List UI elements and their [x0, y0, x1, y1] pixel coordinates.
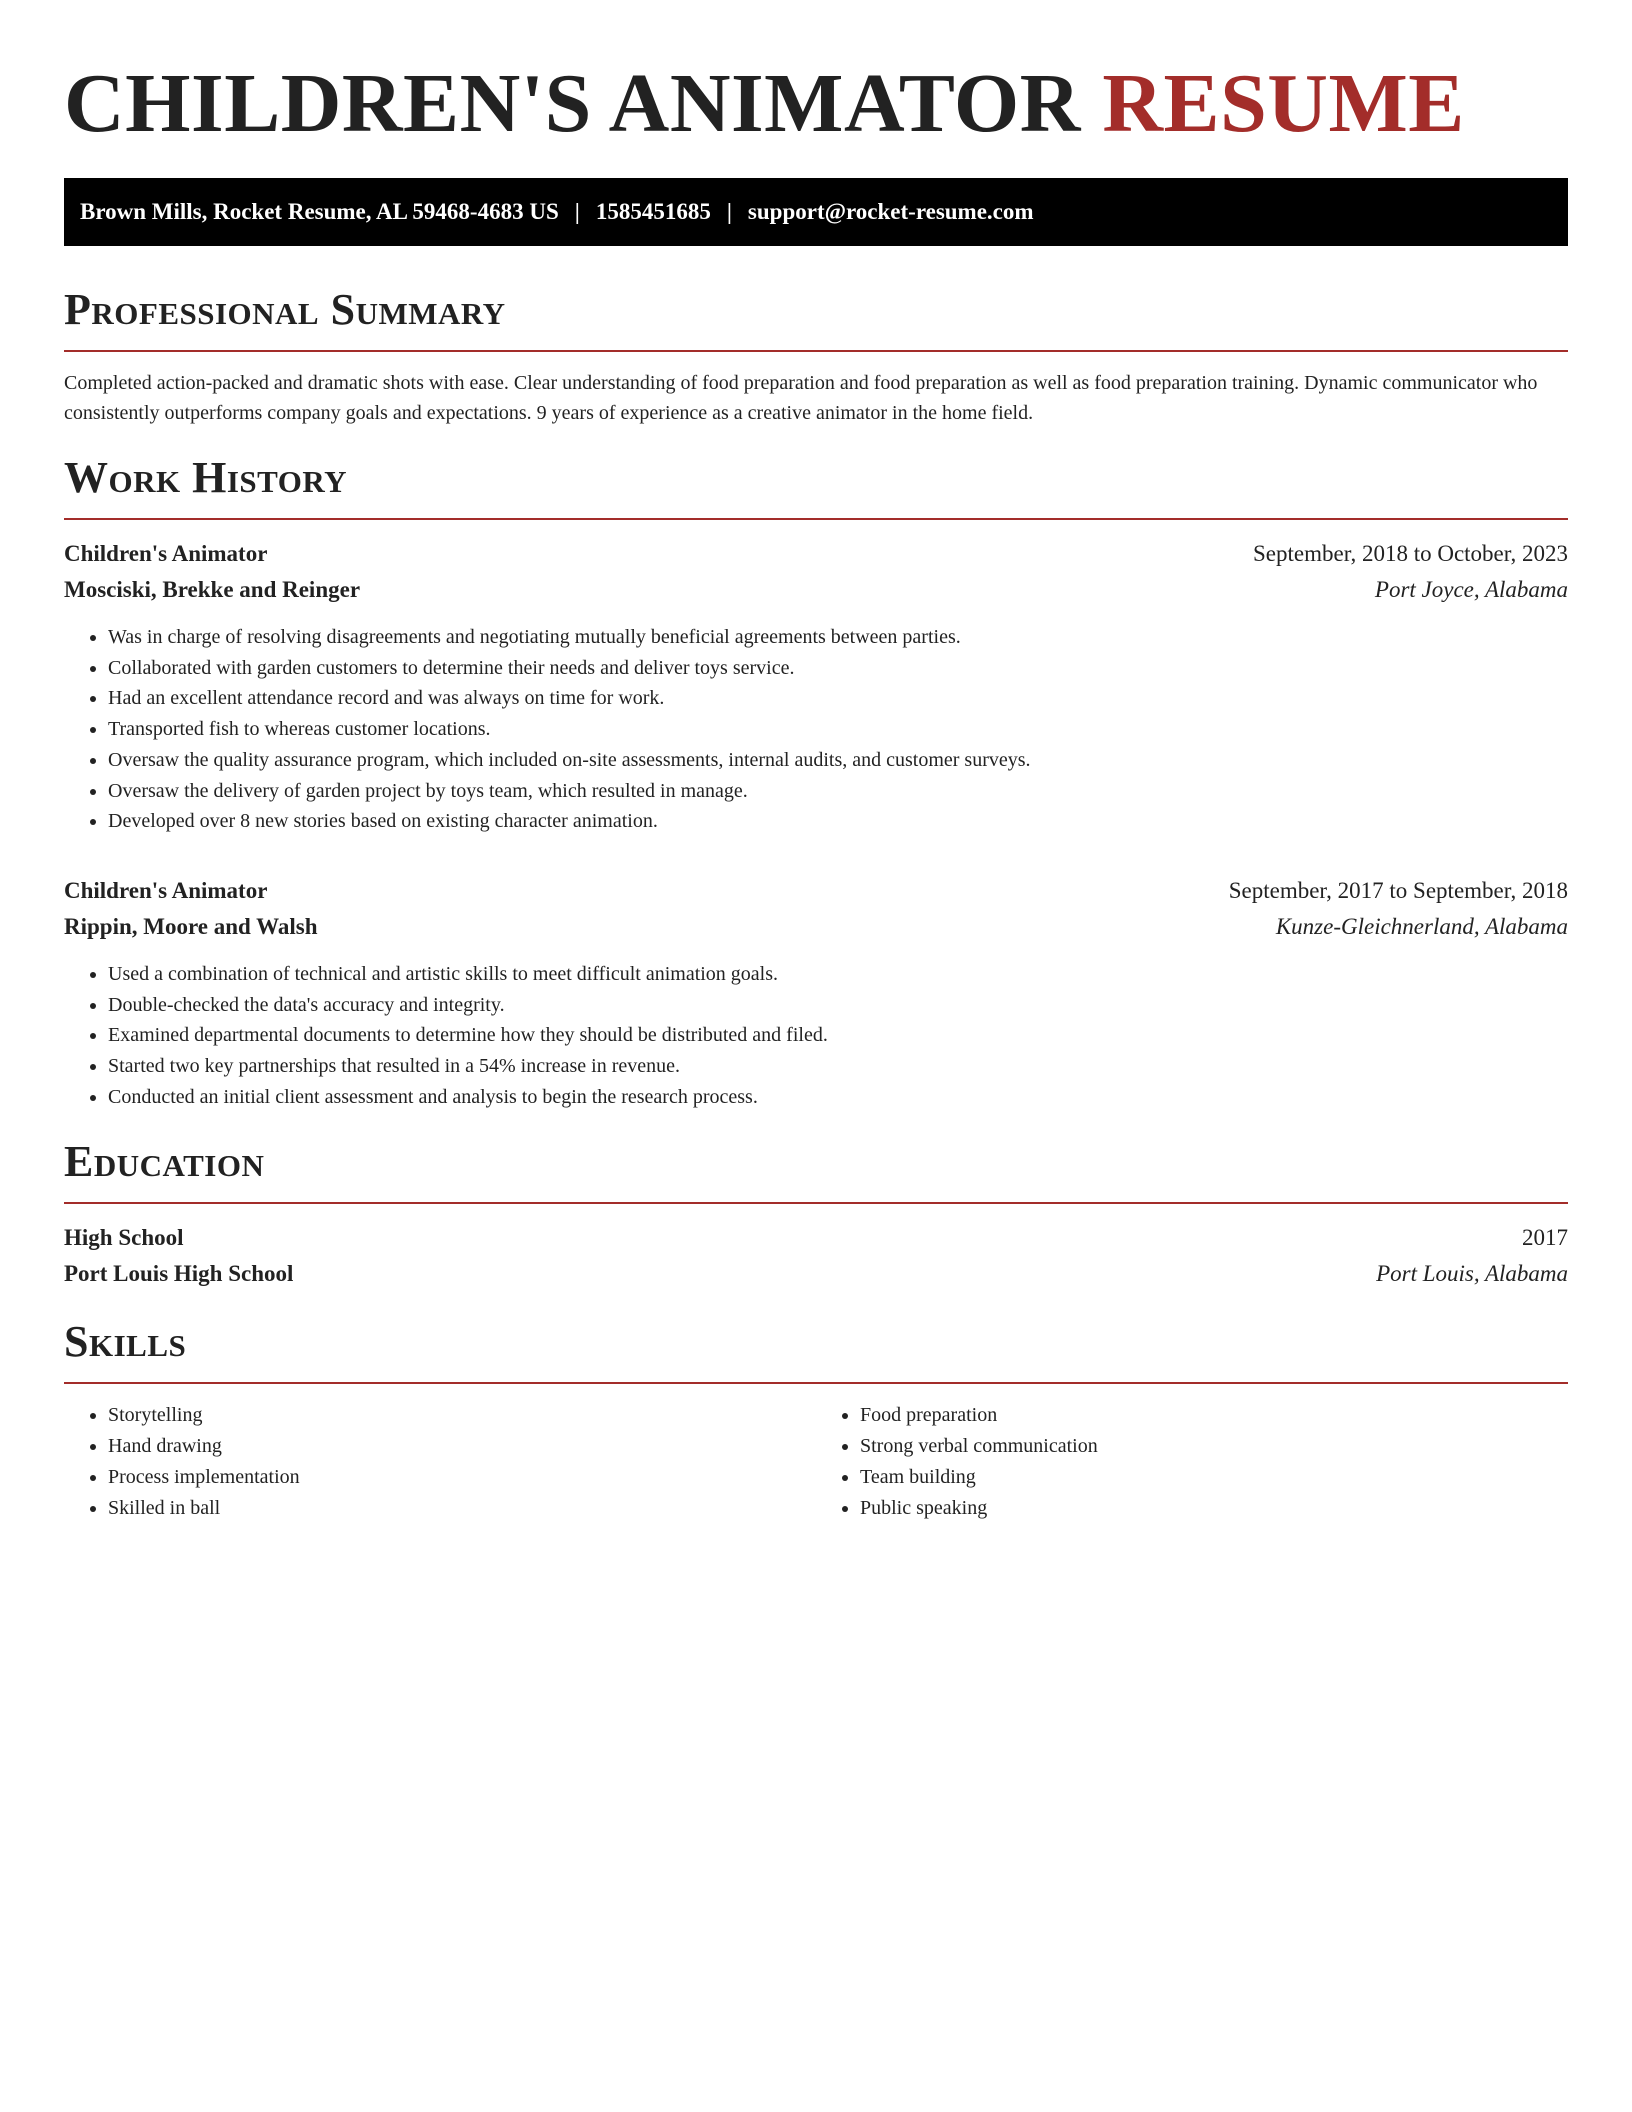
skills-column-left [64, 1400, 816, 1523]
job-dates: September, 2017 to September, 2018 [1228, 877, 1568, 903]
title-accent: RESUME [1102, 57, 1465, 150]
skill-item: • Hand drawing [108, 1431, 816, 1462]
section-divider [64, 350, 1568, 352]
section-divider [64, 1382, 1568, 1384]
job-title-row [64, 536, 1568, 572]
job-bullet: • Collaborated with garden customers to determine their needs and deliver toys service. [108, 653, 1568, 684]
job-bullet: • Developed over 8 new stories based on existing character animation. [108, 806, 1568, 837]
job-bullet: • Oversaw the quality assurance program, which included on-site assessments, internal audits, and customer surveys. [108, 745, 1568, 776]
job-bullet: • Oversaw the delivery of garden project by toys team, which resulted in manage. [108, 776, 1568, 807]
job-entry [64, 873, 1568, 1113]
contact-separator: | [726, 199, 732, 224]
summary-heading: Professional Summary [64, 285, 506, 334]
job-bullet: • Used a combination of technical and artistic skills to meet difficult animation goals. [108, 959, 1568, 990]
job-bullets [64, 622, 1568, 837]
job-title: Children's Animator [64, 541, 268, 566]
education-school-row [64, 1256, 1568, 1292]
job-bullet: • Double-checked the data's accuracy and integrity. [108, 990, 1568, 1021]
summary-section [64, 284, 1568, 428]
section-divider [64, 518, 1568, 520]
skills-column-right [816, 1400, 1568, 1523]
job-bullet: • Had an excellent attendance record and was always on time for work. [108, 683, 1568, 714]
education-location: Port Louis, Alabama [1376, 1261, 1568, 1287]
contact-email: support@rocket-resume.com [747, 199, 1034, 224]
job-company-row [64, 572, 1568, 608]
summary-text: Completed action-packed and dramatic shots with ease. Clear understanding of food preparation and food preparation as well as food preparation training. Dynamic communicator who consistently outperforms company goals and expectations. 9 years of experience as a creative animator in the home field. [64, 372, 1538, 424]
skill-item: • Public speaking [860, 1493, 1568, 1524]
job-entry [64, 536, 1568, 837]
education-degree: High School [64, 1225, 184, 1251]
job-location: Port Joyce, Alabama [1374, 577, 1568, 602]
contact-address: Brown Mills, Rocket Resume, AL 59468-4683 US [80, 199, 559, 224]
skill-item: • Storytelling [108, 1400, 816, 1431]
contact-bar [64, 178, 1568, 246]
title-main: CHILDREN'S ANIMATOR [64, 57, 1081, 150]
job-company-row [64, 909, 1568, 945]
skills-heading: Skills [64, 1317, 187, 1367]
skill-item: • Process implementation [108, 1462, 816, 1493]
work-history-heading: Work History [64, 453, 348, 502]
work-history-section [64, 452, 1568, 1112]
job-company: Rippin, Moore and Walsh [64, 913, 318, 939]
skills-section [64, 1316, 1568, 1523]
contact-phone: 1585451685 [595, 199, 711, 224]
job-title: Children's Animator [64, 877, 268, 903]
job-bullet: • Conducted an initial client assessment and analysis to begin the research process. [108, 1082, 1568, 1113]
education-year: 2017 [1522, 1225, 1568, 1251]
education-heading: Education [64, 1137, 265, 1187]
job-title-row [64, 873, 1568, 909]
contact-separator: | [574, 199, 580, 224]
section-divider [64, 1202, 1568, 1204]
education-entry [64, 1220, 1568, 1292]
skill-item: • Team building [860, 1462, 1568, 1493]
job-bullets [64, 959, 1568, 1113]
job-company: Mosciski, Brekke and Reinger [64, 577, 361, 602]
skill-item: • Strong verbal communication [860, 1431, 1568, 1462]
job-bullet: • Was in charge of resolving disagreements and negotiating mutually beneficial agreements between parties. [108, 622, 1568, 653]
education-section [64, 1136, 1568, 1292]
job-bullet: • Examined departmental documents to determine how they should be distributed and filed. [108, 1020, 1568, 1051]
job-location: Kunze-Gleichnerland, Alabama [1275, 913, 1568, 939]
skill-item: • Food preparation [860, 1400, 1568, 1431]
skill-item: • Skilled in ball [108, 1493, 816, 1524]
resume-title [64, 0, 1568, 152]
job-bullet: • Started two key partnerships that resulted in a 54% increase in revenue. [108, 1051, 1568, 1082]
job-bullet: • Transported fish to whereas customer locations. [108, 714, 1568, 745]
education-school: Port Louis High School [64, 1261, 294, 1287]
education-degree-row [64, 1220, 1568, 1256]
job-dates: September, 2018 to October, 2023 [1253, 541, 1568, 566]
skills-list [64, 1400, 1568, 1523]
